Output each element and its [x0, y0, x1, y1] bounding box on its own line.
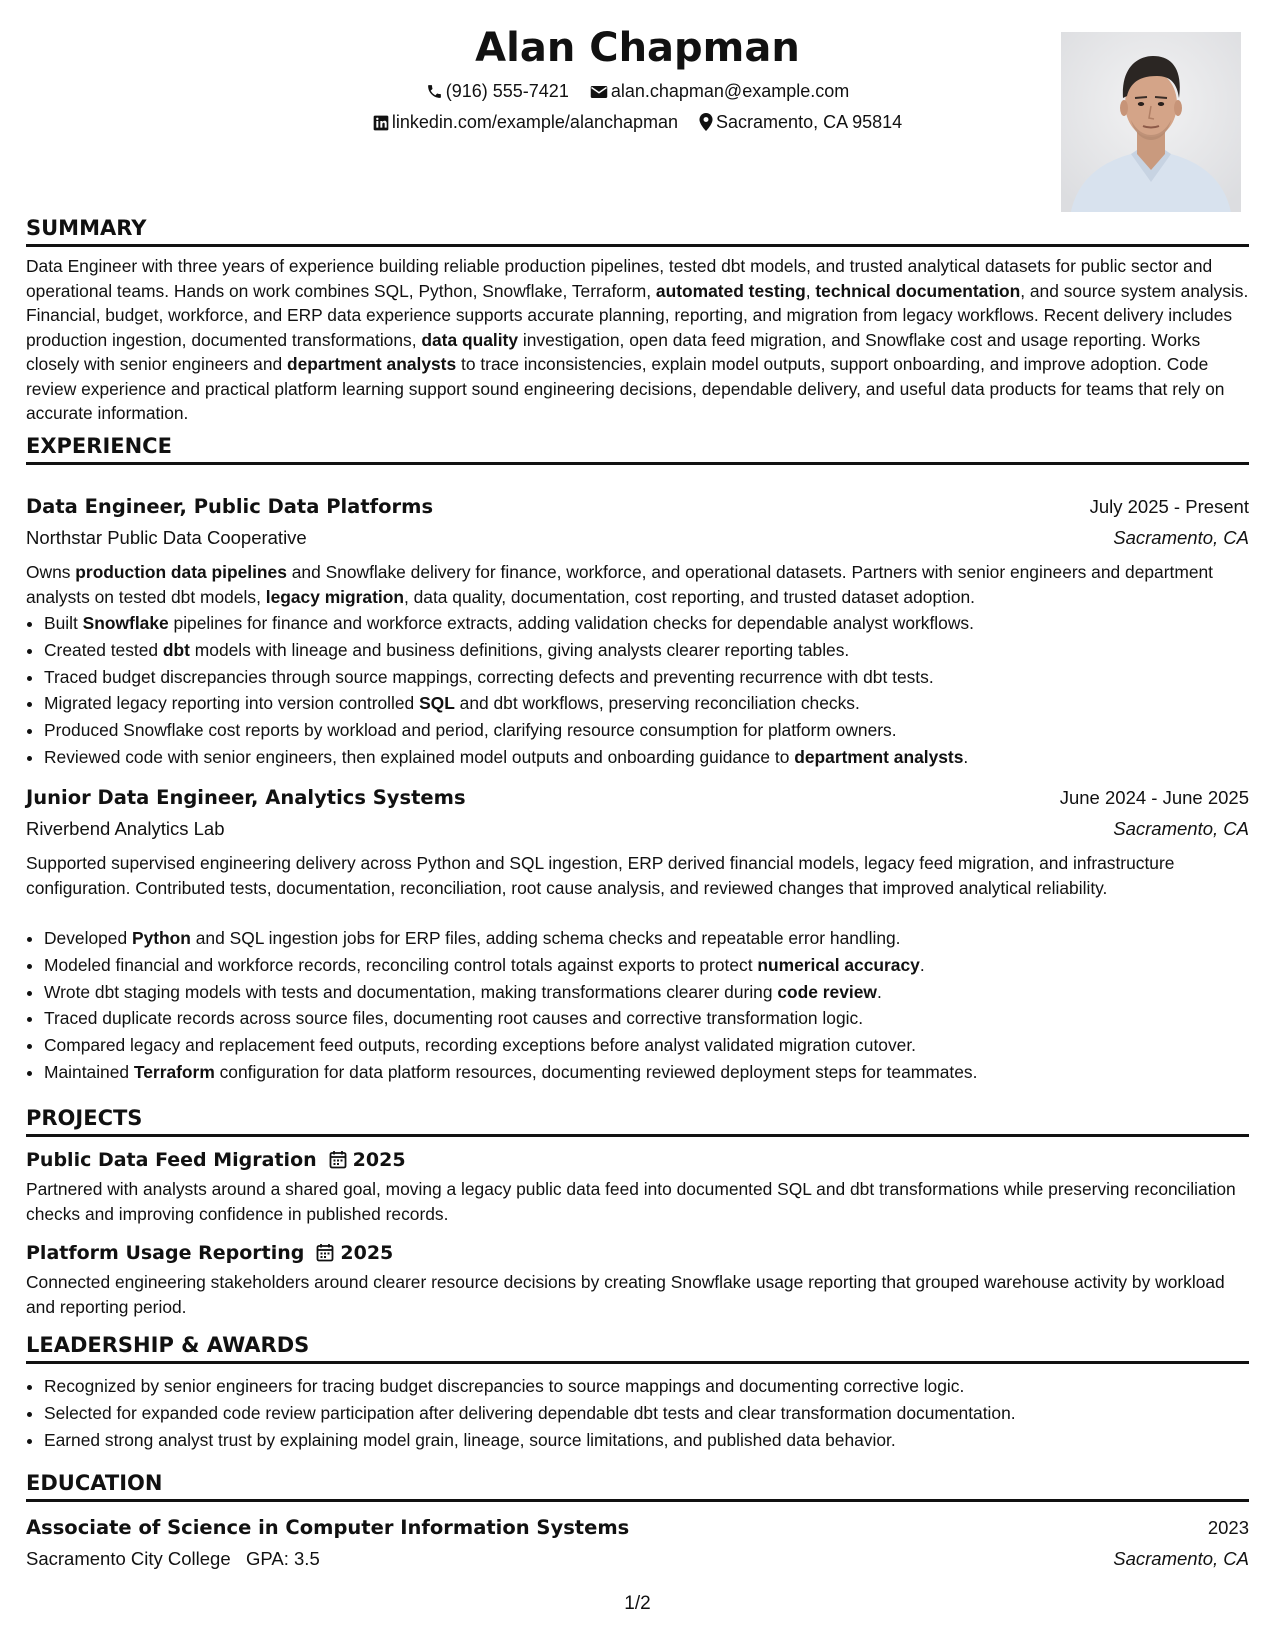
- school-location: Sacramento, CA: [1113, 1548, 1249, 1569]
- page-number: 1/2: [624, 1593, 651, 1614]
- project-title: Platform Usage Reporting 2025: [26, 1242, 394, 1264]
- job-title: Data Engineer, Public Data Platforms: [26, 495, 434, 518]
- list-item: • Produced Snowflake cost reports by workload and period, clarifying resource consumption for platform owners.: [44, 717, 1267, 744]
- list-item: • Built Snowflake pipelines for finance and workforce extracts, adding validation checks for dependable analyst workflows.: [44, 610, 1267, 637]
- linkedin-icon: [373, 112, 392, 132]
- job-title: Junior Data Engineer, Analytics Systems: [26, 786, 466, 809]
- project-description: Partnered with analysts around a shared goal, moving a legacy public data feed into documented SQL and dbt transformations while preserving reconciliation checks and improving confidence in published records.: [26, 1179, 1236, 1224]
- list-item: • Modeled financial and workforce records, reconciling control totals against exports to protect numerical accuracy.: [44, 952, 1267, 979]
- phone-number: (916) 555-7421: [445, 81, 569, 101]
- leadership-bullets: [26, 1373, 1267, 1453]
- list-item: • Selected for expanded code review participation after delivering dependable dbt tests and clear transformation documentation.: [44, 1400, 1267, 1427]
- job-organization: Northstar Public Data Cooperative: [26, 527, 307, 548]
- degree-title: Associate of Science in Computer Information Systems: [26, 1516, 630, 1539]
- resume-page: [26, 0, 1249, 1650]
- list-item: • Developed Python and SQL ingestion jobs for ERP files, adding schema checks and repeatable error handling.: [44, 925, 1267, 952]
- list-item: • Created tested dbt models with lineage and business definitions, giving analysts clearer reporting tables.: [44, 637, 1267, 664]
- list-item: • Wrote dbt staging models with tests and documentation, making transformations clearer during code review.: [44, 979, 1267, 1006]
- job-dates: July 2025 - Present: [1089, 496, 1249, 517]
- job-dates: June 2024 - June 2025: [1059, 787, 1249, 808]
- job-organization: Riverbend Analytics Lab: [26, 818, 225, 839]
- list-item: • Traced budget discrepancies through source mappings, correcting defects and preventing recurrence with dbt tests.: [44, 664, 1267, 691]
- resume-header: [26, 22, 1249, 212]
- list-item: • Traced duplicate records across source files, documenting root causes and corrective transformation logic.: [44, 1005, 1267, 1032]
- candidate-name: Alan Chapman: [475, 25, 800, 71]
- leadership-heading: LEADERSHIP & AWARDS: [26, 1331, 1249, 1364]
- job-location: Sacramento, CA: [1113, 818, 1249, 839]
- location-contact: [699, 109, 902, 135]
- summary-heading: SUMMARY: [26, 214, 1249, 247]
- project-year: 2025: [352, 1149, 406, 1171]
- school-info: [26, 1545, 320, 1573]
- job-bullets: [26, 610, 1267, 771]
- location-pin-icon: [699, 112, 716, 132]
- phone-contact: [426, 78, 569, 104]
- list-item: • Maintained Terraform configuration for data platform resources, documenting reviewed deployment steps for teammates.: [44, 1059, 1267, 1086]
- gpa: GPA: 3.5: [246, 1548, 320, 1569]
- list-item: • Compared legacy and replacement feed outputs, recording exceptions before analyst validated migration cutover.: [44, 1032, 1267, 1059]
- project-year: 2025: [340, 1242, 394, 1264]
- education-heading: EDUCATION: [26, 1469, 1249, 1502]
- envelope-icon: [590, 81, 611, 101]
- linkedin-url[interactable]: linkedin.com/example/alanchapman: [391, 112, 679, 132]
- email-address[interactable]: alan.chapman@example.com: [610, 81, 850, 101]
- profile-photo: [1061, 32, 1241, 212]
- email-contact[interactable]: [590, 78, 849, 104]
- list-item: • Recognized by senior engineers for tracing budget discrepancies to source mappings and documenting corrective logic.: [44, 1373, 1267, 1400]
- linkedin-contact[interactable]: [373, 109, 678, 135]
- job-bullets: [26, 925, 1267, 1086]
- projects-heading: PROJECTS: [26, 1104, 1249, 1137]
- summary-text: Data Engineer with three years of experience building reliable production pipelines, tested dbt models, and trusted analytical datasets for public sector and operational teams. Hands on work combines SQL, Python, Snowflake, Terraform, automated testing, technical documentation, and source system analysis. Financial, budget, workforce, and ERP data experience supports accurate planning, reporting, and migration from legacy workflows. Recent delivery includes production ingestion, documented transformations, data quality investigation, open data feed migration, and Snowflake cost and usage reporting. Works closely with senior engineers and department analysts to trace inconsistencies, explain model outputs, support onboarding, and improve adoption. Code review experience and practical platform learning support sound engineering decisions, dependable delivery, and useful data products for teams that rely on accurate information.: [26, 256, 1249, 423]
- project-title: Public Data Feed Migration 2025: [26, 1149, 406, 1171]
- experience-heading: EXPERIENCE: [26, 432, 1249, 465]
- job-intro: Owns production data pipelines and Snowflake delivery for finance, workforce, and operational datasets. Partners with senior engineers and department analysts on tested dbt models, legacy migration, data quality, documentation, cost reporting, and trusted dataset adoption.: [26, 562, 1214, 607]
- list-item: • Migrated legacy reporting into version controlled SQL and dbt workflows, preserving reconciliation checks.: [44, 690, 1267, 717]
- list-item: • Reviewed code with senior engineers, then explained model outputs and onboarding guidance to department analysts.: [44, 744, 1267, 771]
- calendar-icon: [304, 1242, 340, 1264]
- location-text: Sacramento, CA 95814: [716, 112, 903, 132]
- job-intro: Supported supervised engineering delivery across Python and SQL ingestion, ERP derived financial models, legacy feed migration, and infrastructure configuration. Contributed tests, documentation, reconciliation, root cause analysis, and reviewed changes that improved analytical reliability.: [26, 853, 1175, 898]
- list-item: • Earned strong analyst trust by explaining model grain, lineage, source limitations, and published data behavior.: [44, 1427, 1267, 1454]
- school-name: Sacramento City College: [26, 1548, 231, 1569]
- calendar-icon: [317, 1149, 353, 1171]
- phone-icon: [426, 81, 446, 101]
- project-description: Connected engineering stakeholders around clearer resource decisions by creating Snowflake usage reporting that grouped warehouse activity by workload and reporting period.: [26, 1272, 1225, 1317]
- graduation-year: 2023: [1207, 1517, 1249, 1538]
- job-location: Sacramento, CA: [1113, 527, 1249, 548]
